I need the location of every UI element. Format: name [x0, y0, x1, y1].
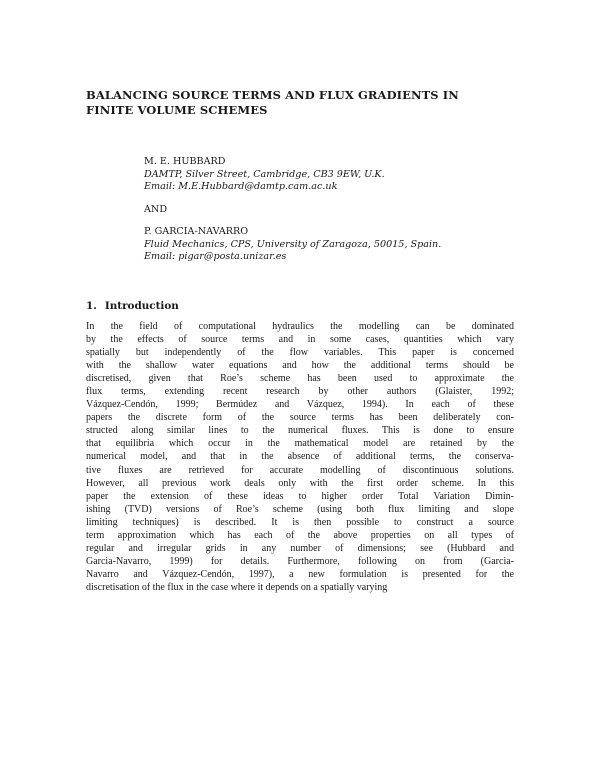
section-heading [86, 300, 179, 313]
paragraph-line: structed along similar lines to the numerical fluxes. This is done to ensure [86, 425, 514, 437]
author-affiliation: DAMTP, Silver Street, Cambridge, CB3 9EW, U.K. [144, 168, 385, 180]
paragraph-line: regular and irregular grids in any number of dimensions; see (Hubbard and [86, 542, 514, 554]
paper-title [86, 88, 526, 118]
section-number: 1. [86, 300, 97, 312]
title-line: FINITE VOLUME SCHEMES [86, 103, 268, 117]
paragraph-line: paper the extension of these ideas to higher order Total Variation Dimin- [86, 490, 514, 502]
intro-paragraph [86, 320, 514, 594]
paragraph-line: However, all previous work deals only with the first order scheme. In this [86, 477, 514, 489]
author-block [144, 156, 444, 264]
paragraph-line: spatially but independently of the flow variables. This paper is concerned [86, 347, 514, 359]
paragraph-line: ishing (TVD) versions of Roe’s scheme (using both flux limiting and slope [86, 503, 514, 515]
paragraph-line: limiting techniques) is described. It is then possible to construct a source [86, 516, 514, 528]
title-line: BALANCING SOURCE TERMS AND FLUX GRADIENTS IN [86, 88, 459, 102]
paragraph-line: Vázquez-Cendón, 1999; Bermúdez and Vázquez, 1994). In each of these [86, 399, 514, 411]
paragraph-line: Navarro and Vázquez-Cendón, 1997), a new formulation is presented for the [86, 568, 514, 580]
paragraph-line: Garcia-Navarro, 1999) for details. Furthermore, following on from (Garcia- [86, 555, 514, 567]
author-separator: AND [144, 203, 168, 215]
paragraph-line: papers the discrete form of the source terms has been deliberately con- [86, 412, 514, 424]
paragraph-line: numerical model, and that in the absence of additional terms, the conserva- [86, 451, 514, 463]
author-name: M. E. HUBBARD [144, 156, 226, 167]
author-email: Email: M.E.Hubbard@damtp.cam.ac.uk [144, 181, 338, 192]
paragraph-line: that equilibria which occur in the mathematical model are retained by the [86, 438, 514, 450]
paragraph-line: tive fluxes are retrieved for accurate modelling of discontinuous solutions. [86, 464, 514, 476]
paragraph-line: flux terms, extending recent research by other authors (Glaister, 1992; [86, 386, 514, 398]
section-title: Introduction [104, 300, 179, 312]
author-name: P. GARCIA-NAVARRO [144, 226, 249, 237]
author-affiliation: Fluid Mechanics, CPS, University of Zaragoza, 50015, Spain. [144, 238, 442, 250]
paragraph-line: with the shallow water equations and how the additional terms should be [86, 360, 514, 372]
paragraph-line: discretised, given that Roe’s scheme has been used to approximate the [86, 373, 514, 385]
paragraph-line: In the field of computational hydraulics the modelling can be dominated [86, 321, 514, 332]
author-email: Email: pigar@posta.unizar.es [144, 251, 287, 262]
paragraph-line: by the effects of source terms and in some cases, quantities which vary [86, 334, 514, 346]
paragraph-line: term approximation which has each of the above properties on all types of [86, 529, 514, 541]
paragraph-line: discretisation of the flux in the case where it depends on a spatially varying [86, 581, 388, 593]
